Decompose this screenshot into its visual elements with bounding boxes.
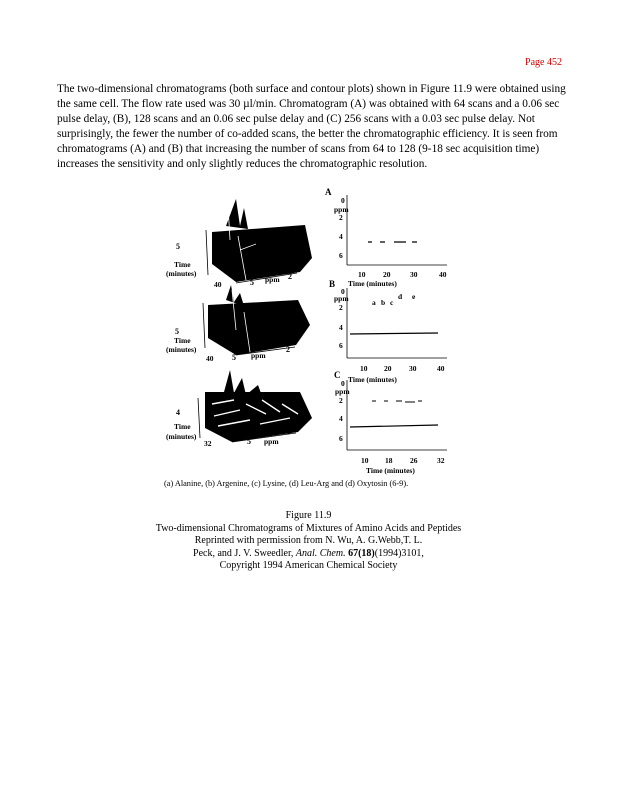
surface-a-time-axis — [206, 230, 208, 275]
surface-c-body — [205, 392, 312, 442]
contour-c-y-tick: 2 — [339, 396, 343, 405]
contour-b-y-tick: 6 — [339, 341, 343, 350]
contour-c-y-tick: 4 — [339, 414, 343, 423]
contour-b-y-tick: 0 — [341, 287, 345, 296]
surface-a-corner-tick: 40 — [214, 280, 222, 289]
contour-c-ppm-label: ppm — [335, 387, 350, 396]
contour-b-peak-label: b — [381, 298, 386, 307]
contour-a-x-tick: 40 — [439, 270, 447, 279]
caption-line-3 — [0, 548, 617, 561]
surface-a-ppm-end-tick: 2 — [288, 272, 292, 281]
surface-a-time-tick: 5 — [176, 242, 180, 251]
surface-c-ppm-label: ppm — [264, 437, 279, 446]
contour-b-trace — [350, 333, 438, 334]
caption-line-2: Reprinted with permission from N. Wu, A. G.Webb,T. L. — [194, 535, 423, 546]
contour-b-y-tick: 4 — [339, 323, 343, 332]
contour-b-peak-label: d — [398, 292, 403, 301]
contour-a-label: A — [325, 187, 332, 197]
contour-c-trace-lower — [350, 425, 438, 427]
surface-a-minutes-label: (minutes) — [166, 269, 197, 278]
contour-a-y-tick: 0 — [341, 196, 345, 205]
surface-plot-a — [166, 199, 312, 289]
surface-c-ppm-end-tick: 2 — [287, 427, 291, 436]
contour-b-peak-label: e — [412, 292, 416, 301]
page-number: Page 452 — [525, 57, 562, 68]
surface-b-ppm-label: ppm — [251, 351, 266, 360]
contour-c-x-tick: 18 — [385, 456, 393, 465]
surface-c-time-label: Time — [174, 422, 191, 431]
surface-a-body — [212, 225, 312, 282]
surface-c-time-tick: 4 — [176, 408, 180, 417]
caption-year-page: (1994)3101, — [374, 547, 424, 559]
surface-c-ridge — [224, 370, 262, 396]
body-paragraph: The two-dimensional chromatograms (both surface and contour plots) shown in Figure 11.9 were obtained using the same cell. The flow rate used was 30 µl/min. Chromatogram (A) was obtained with 64 scans and a 0.06 sec pulse delay, (B), 128 scans and an 0.06 sec pulse delay and (C) 256 scans with a 0.03 sec pulse delay. Not surprisingly, the fewer the number of co-added scans, the better the chromatographic efficiency. It is seen from chromatograms (A) and (B) that increasing the number of scans from 64 to 128 (9-18 sec acquisition time) increases the sensitivity and only slightly reduces the chromatographic resolution. — [57, 83, 566, 170]
figure-caption — [0, 510, 617, 573]
caption-issue: (18) — [358, 547, 375, 559]
contour-c-y-tick: 0 — [341, 379, 345, 388]
contour-b-x-label: Time (minutes) — [348, 375, 397, 384]
surface-b-corner-tick: 40 — [206, 354, 214, 363]
contour-c-x-tick: 26 — [410, 456, 418, 465]
contour-c-x-label: Time (minutes) — [366, 466, 415, 475]
surface-c-minutes-label: (minutes) — [166, 432, 197, 441]
contour-c-trace-upper — [372, 401, 422, 402]
surface-c-corner-tick: 32 — [204, 439, 212, 448]
contour-c-y-tick: 6 — [339, 434, 343, 443]
caption-volume: 67 — [348, 547, 359, 559]
contour-a-x-label: Time (minutes) — [348, 279, 397, 288]
contour-c-x-tick: 10 — [361, 456, 369, 465]
contour-a-x-tick: 10 — [358, 270, 366, 279]
contour-b-x-tick: 40 — [437, 364, 445, 373]
surface-b-time-tick: 5 — [175, 327, 179, 336]
caption-journal: Anal. Chem. — [295, 547, 346, 559]
contour-a-x-tick: 30 — [410, 270, 418, 279]
contour-b-label: B — [329, 279, 336, 289]
surface-a-ppm-tick: 5 — [250, 278, 254, 287]
surface-plot-c — [166, 370, 312, 448]
contour-plot-b — [329, 279, 447, 373]
caption-title: Figure 11.9 — [285, 510, 332, 521]
contour-b-y-tick: 2 — [339, 303, 343, 312]
surface-c-ppm-tick: 5 — [247, 437, 251, 446]
contour-b-x-tick: 30 — [409, 364, 417, 373]
contour-plot-a — [325, 187, 447, 288]
contour-a-x-tick: 20 — [383, 270, 391, 279]
contour-b-ppm-label: ppm — [334, 294, 349, 303]
surface-b-ppm-end-tick: 2 — [286, 345, 290, 354]
contour-b-x-tick: 10 — [360, 364, 368, 373]
caption-line-1: Two-dimensional Chromatograms of Mixtures of Amino Acids and Peptides — [155, 522, 462, 534]
contour-a-ppm-label: ppm — [334, 205, 349, 214]
contour-a-y-tick: 4 — [339, 232, 343, 241]
surface-a-time-label: Time — [174, 260, 191, 269]
contour-c-label: C — [334, 370, 341, 380]
contour-c-x-tick: 32 — [437, 456, 445, 465]
surface-b-ppm-tick: 5 — [232, 353, 236, 362]
surface-b-ridge — [226, 285, 244, 306]
surface-b-time-label: Time — [174, 336, 191, 345]
contour-a-y-tick: 6 — [339, 251, 343, 260]
surface-a-ppm-label: ppm — [265, 275, 280, 284]
contour-b-peak-label: a — [372, 298, 376, 307]
surface-plot-b — [166, 285, 310, 363]
contour-b-peak-label: c — [390, 298, 394, 307]
surface-b-minutes-label: (minutes) — [166, 345, 197, 354]
contour-plot-c — [334, 370, 447, 475]
contour-a-y-tick: 2 — [339, 213, 343, 222]
surface-b-time-axis — [203, 303, 205, 348]
surface-c-time-axis — [198, 398, 200, 438]
contour-b-x-tick: 20 — [384, 364, 392, 373]
figure-legend: (a) Alanine, (b) Argenine, (c) Lysine, (d) Leu-Arg and (d) Oxytosin (6-9). — [164, 479, 409, 488]
caption-authors: Peck, and J. V. Sweedler, — [193, 547, 296, 559]
caption-copyright: Copyright 1994 American Chemical Society — [219, 560, 398, 571]
